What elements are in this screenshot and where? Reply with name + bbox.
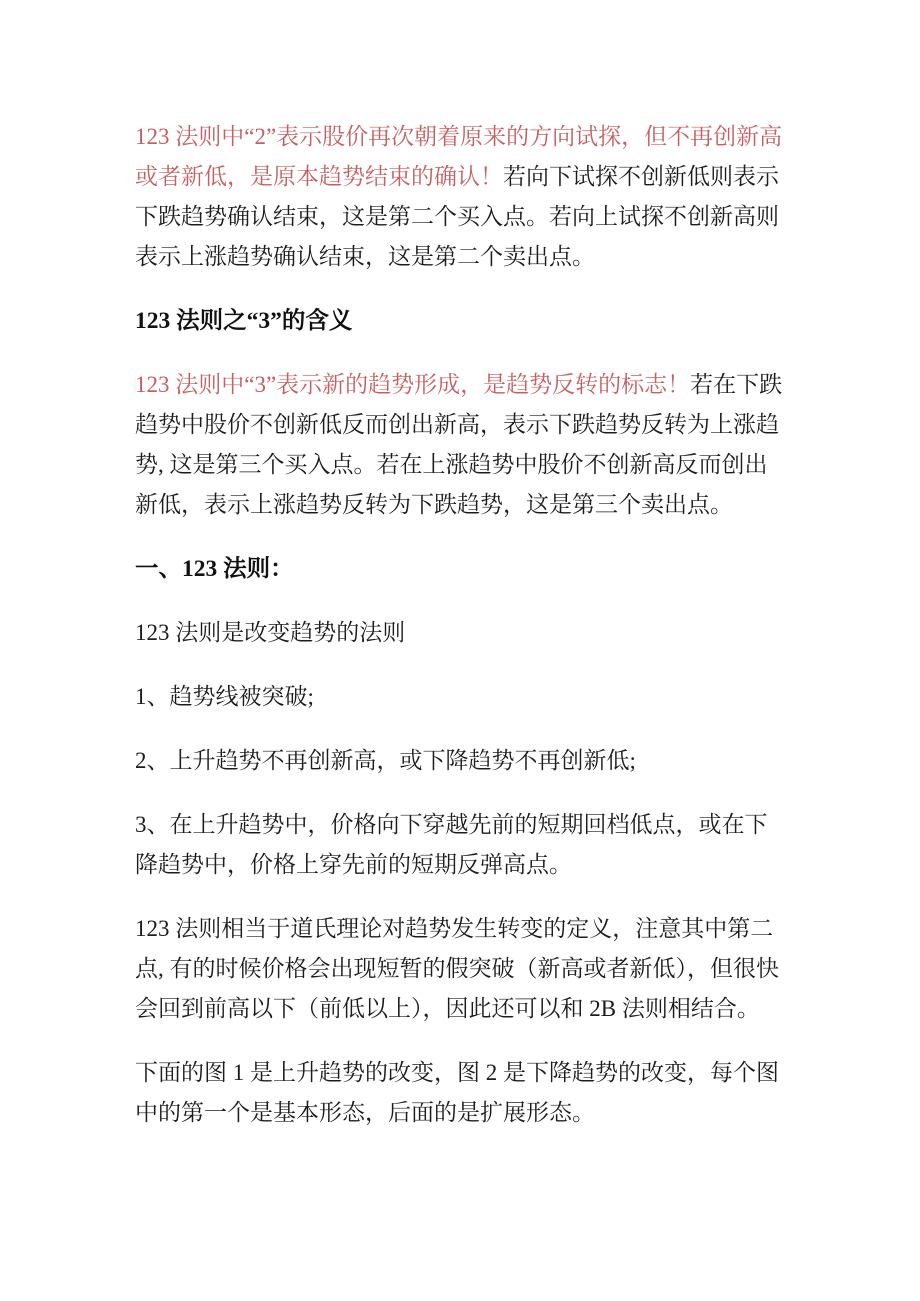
rule3-highlight-text: 123 法则中“3”表示新的趋势形成，是趋势反转的标志！ bbox=[135, 372, 691, 397]
paragraph-figures-note: 下面的图 1 是上升趋势的改变，图 2 是下降趋势的改变，每个图中的第一个是基本形态，后面的是扩展形态。 bbox=[135, 1060, 779, 1125]
heading-rule-123: 一、123 法则： bbox=[135, 556, 294, 582]
paragraph-dow-theory: 123 法则相当于道氏理论对趋势发生转变的定义，注意其中第二点, 有的时候价格会出现短暂的假突破（新高或者新低），但很快会回到前高以下（前低以上），因此还可以和 2B 法则相结合。 bbox=[135, 916, 779, 1021]
rule2-body-text: 若向下试探不创新低则表示下跌趋势确认结束，这是第二个买入点。若向上试探不创新高则表示上涨趋势确认结束，这是第二个卖出点。 bbox=[135, 164, 779, 269]
rule3-body-text: 若在下跌趋势中股价不创新低反而创出新高，表示下跌趋势反转为上涨趋势, 这是第三个买入点。若在上涨趋势中股价不创新高反而创出新低，表示上涨趋势反转为下跌趋势，这是第三个卖出点。 bbox=[135, 372, 783, 517]
paragraph-rule-intro: 123 法则是改变趋势的法则 bbox=[135, 620, 406, 645]
paragraph-rule3-meaning bbox=[135, 365, 787, 525]
heading-meaning-of-3: 123 法则之“3”的含义 bbox=[135, 308, 353, 334]
paragraph-rule2-meaning bbox=[135, 117, 787, 277]
rule2-highlight-text: 123 法则中“2”表示股价再次朝着原来的方向试探，但不再创新高或者新低，是原本趋势结束的确认！ bbox=[135, 124, 783, 189]
list-item-2: 2、上升趋势不再创新高，或下降趋势不再创新低; bbox=[135, 748, 636, 773]
list-item-1: 1、趋势线被突破; bbox=[135, 684, 314, 709]
list-item-3: 3、在上升趋势中，价格向下穿越先前的短期回档低点，或在下降趋势中，价格上穿先前的短期反弹高点。 bbox=[135, 812, 768, 877]
